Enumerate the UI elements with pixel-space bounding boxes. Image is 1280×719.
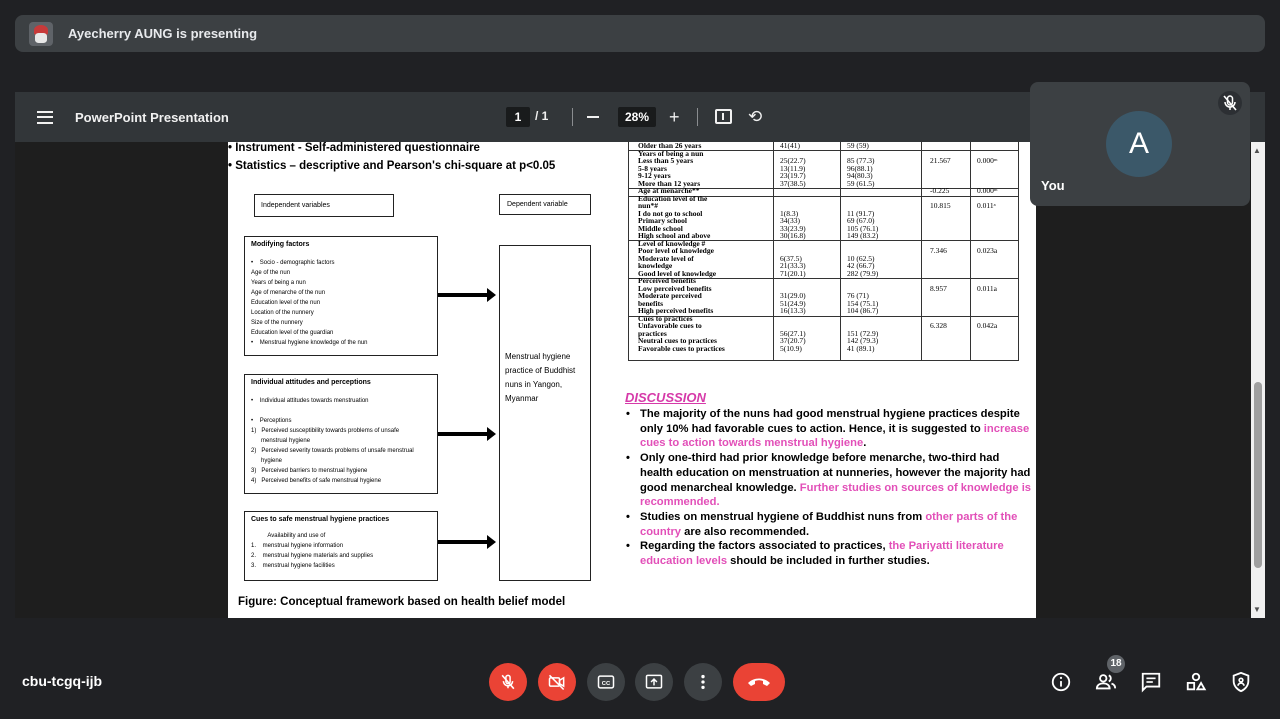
discussion-item: • Regarding the factors associated to practices, the Pariyatti literature education levels should be included in further studies.	[625, 539, 1035, 568]
presenter-name: Ayecherry AUNG is presenting	[68, 26, 258, 41]
dependent-outcome-text: Menstrual hygiene practice of Buddhist nuns in Yangon, Myanmar	[505, 352, 576, 403]
zoom-out-icon[interactable]	[587, 116, 599, 118]
camera-off-icon	[547, 672, 567, 692]
captions-icon	[596, 672, 616, 692]
self-mic-off-icon	[1218, 91, 1242, 115]
more-options-button[interactable]	[684, 663, 722, 701]
box-body: • Socio - demographic factors Age of the nun Years of being a nun Age of menarche of the nun Education level of the nun Location of the nunnery Size of the nunnery Education level of the guardian • Menstrual hygiene knowledge of the nun	[251, 260, 368, 346]
hamburger-menu-icon[interactable]	[37, 111, 53, 124]
arrow	[438, 540, 490, 544]
table-col-yes: 41(41) 25(22.7) 13(11.9) 23(19.7) 37(38.5) 1(8.3) 34(33) 33(23.9) 30(16.8) 6(37.5) 21(33.3) 71(20.1) 31(29.0) 51(24.9) 16(13.3) 56(27.1) 37(20.7) 5(10.9)	[780, 142, 806, 353]
table-col-chisq: 21.567 -0.225 10.815 7.346 8.957 6.328	[930, 156, 951, 330]
box-body: Availability and use of 1. menstrual hygiene information 2. menstrual hygiene materials and supplies 3. menstrual hygiene facilities	[251, 533, 374, 569]
fit-to-page-icon[interactable]	[715, 109, 732, 124]
host-controls-button[interactable]	[1228, 669, 1254, 695]
scroll-thumb[interactable]	[1254, 382, 1262, 568]
present-icon	[644, 672, 664, 692]
meeting-code: cbu-tcgq-ijb	[22, 673, 103, 689]
cues-box	[244, 511, 438, 581]
self-avatar: A	[1106, 111, 1172, 177]
page-total: / 1	[535, 109, 549, 123]
host-controls-icon	[1230, 671, 1252, 693]
discussion-heading: DISCUSSION	[625, 390, 706, 405]
self-name-label: You	[1041, 178, 1065, 193]
document-page	[228, 142, 1036, 618]
results-table	[628, 142, 1019, 361]
box-title: Cues to safe menstrual hygiene practices	[251, 516, 390, 523]
self-video-tile[interactable]	[1030, 82, 1250, 206]
box-body: • Individual attitudes towards menstruation • Perceptions 1) Perceived susceptibility towards problems of unsafe menstrual hygiene 2) Perceived severity towards problems of unsafe menstrual hygiene 3) Perceived barriers to menstrual hygiene 4) Perceived benefits of safe menstrual hygiene	[251, 398, 414, 484]
mic-toggle-button[interactable]	[489, 663, 527, 701]
slide-bullet: • Instrument - Self-administered questionnaire	[228, 142, 480, 154]
zoom-in-icon[interactable]: +	[669, 107, 680, 127]
discussion-item: • The majority of the nuns had good menstrual hygiene practices despite only 10% had favorable cues to action. Hence, it is suggested to increase cues to action towards menstrual hygiene.	[625, 407, 1035, 451]
document-title: PowerPoint Presentation	[75, 109, 229, 125]
vertical-scrollbar[interactable]	[1251, 142, 1265, 618]
captions-button[interactable]	[587, 663, 625, 701]
attitudes-perceptions-box	[244, 374, 438, 494]
leave-call-button[interactable]	[733, 663, 785, 701]
chat-icon	[1140, 671, 1162, 693]
present-now-button[interactable]	[635, 663, 673, 701]
discussion-item: • Only one-third had prior knowledge before menarche, two-third had health education on menstruation at nunneries, however the majority had good menarcheal knowledge. Further studies on sources of knowledge is recommended.	[625, 451, 1035, 510]
hang-up-icon	[746, 675, 772, 689]
table-col-no: 59 (59) 85 (77.3) 96(88.1) 94(80.3) 59 (61.5) 11 (91.7) 69 (67.0) 105 (76.1) 149 (83.2) 10 (62.5) 42 (66.7) 282 (79.9) 76 (71) 154 (75.1) 104 (86.7) 151 (72.9) 142 (79.3) 41 (89.1)	[847, 142, 879, 353]
toolbar-divider	[697, 108, 698, 126]
mic-off-icon	[498, 672, 518, 692]
box-title: Modifying factors	[251, 241, 310, 248]
chat-button[interactable]	[1138, 669, 1164, 695]
participants-count-badge: 18	[1107, 655, 1125, 673]
svg-text:CC: CC	[601, 680, 611, 687]
discussion-item: • Studies on menstrual hygiene of Buddhist nuns from other parts of the country are also recommended.	[625, 510, 1035, 539]
discussion-list	[625, 407, 1035, 569]
camera-toggle-button[interactable]	[538, 663, 576, 701]
scroll-down-icon[interactable]: ▼	[1253, 605, 1261, 614]
page-number-input[interactable]: 1	[506, 107, 530, 127]
box-title: Individual attitudes and perceptions	[251, 379, 371, 386]
table-row-labels: Older than 26 years Years of being a nun Less than 5 years 5-8 years 9-12 years More than 12 years Age at menarche** Education level of the nun*# I do not go to school Primary school Middle school High school and above Level of knowledge # Poor level of knowledge Moderate level of knowledge Good level of knowledge Perceived benefits Low perceived benefits Moderate perceived benefits High perceived benefits Cues to practices Unfavorable cues to practices Neutral cues to practices Favorable cues to practices	[638, 142, 725, 353]
dependent-variable-box: Dependent variable	[499, 194, 591, 215]
more-options-icon	[693, 672, 713, 692]
rotate-icon[interactable]: ⟲	[748, 107, 763, 126]
meeting-details-button[interactable]	[1048, 669, 1074, 695]
arrow	[438, 293, 490, 297]
figure-caption: Figure: Conceptual framework based on health belief model	[238, 596, 566, 608]
dependent-outcome-box	[499, 245, 591, 581]
slide-bullet: • Statistics – descriptive and Pearson's chi-square at p<0.05	[228, 160, 556, 172]
toolbar-divider	[572, 108, 573, 126]
independent-variables-box: Independent variables	[254, 194, 394, 217]
arrow	[438, 432, 490, 436]
presenter-avatar	[29, 22, 53, 46]
activities-button[interactable]	[1183, 669, 1209, 695]
activities-icon	[1185, 671, 1207, 693]
table-col-pvalue: 0.000ᵐ 0.000ᵐ 0.011ᵃ 0.023a 0.011a 0.042a	[977, 156, 998, 330]
scroll-up-icon[interactable]: ▲	[1253, 146, 1261, 155]
presenter-bar	[15, 15, 1265, 52]
people-icon	[1095, 671, 1117, 693]
modifying-factors-box	[244, 236, 438, 356]
info-icon	[1050, 671, 1072, 693]
zoom-level-input[interactable]: 28%	[618, 107, 656, 127]
